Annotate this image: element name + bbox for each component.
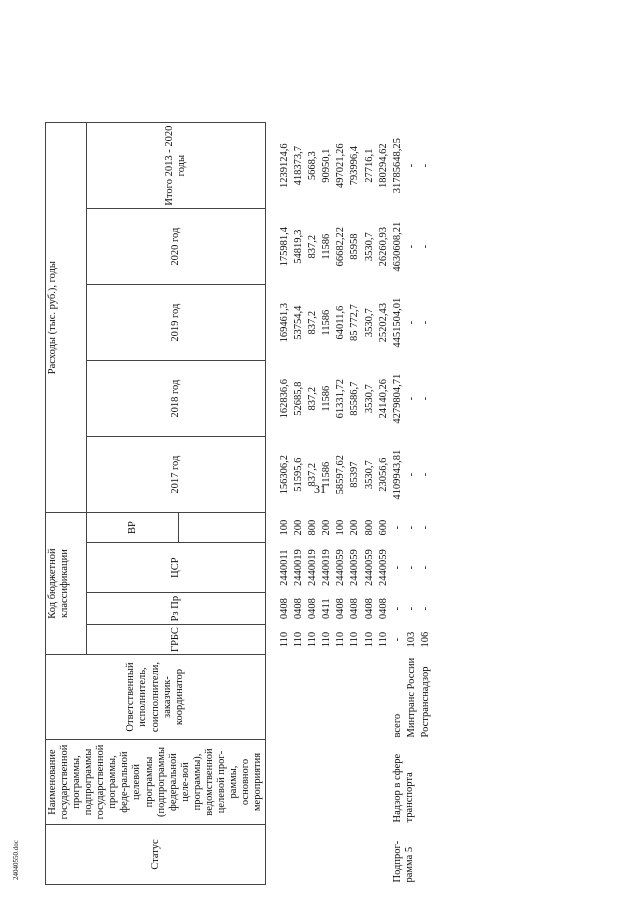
cell-2019: 25202,43 — [377, 302, 389, 343]
cell-rzpr: 0408 — [307, 598, 319, 620]
cell-grbs: 110 — [363, 631, 375, 648]
cell-responsible: Минтранс России — [405, 657, 417, 738]
cell-2020: 11586 — [321, 233, 333, 260]
cell-2020: 4630608,21 — [391, 221, 403, 272]
page-number: 31 — [314, 482, 326, 496]
cell-2019: 3530,7 — [363, 308, 375, 338]
cell-2020: 54819,3 — [293, 229, 305, 264]
cell-rzpr: 0408 — [377, 598, 389, 620]
cell-csr: - — [391, 565, 403, 570]
table-row — [292, 123, 306, 885]
header-year-2019: 2019 год — [87, 285, 266, 361]
table-row — [320, 123, 334, 885]
cell-total: 1239124,6 — [279, 143, 291, 188]
header-status: Статус — [46, 825, 266, 885]
cell-2020: 3530,7 — [363, 232, 375, 262]
cell-csr: 2440059 — [349, 549, 361, 586]
cell-vr: 800 — [363, 519, 375, 536]
cell-grbs: 110 — [335, 631, 347, 648]
cell-2018: 85586,7 — [349, 381, 361, 416]
cell-2017: 85397 — [349, 461, 361, 488]
cell-2019: 837,2 — [307, 310, 319, 335]
cell-rzpr: - — [391, 606, 403, 611]
cell-rzpr: 0408 — [363, 598, 375, 620]
cell-total: 497021,26 — [335, 143, 347, 188]
cell-2020: 66682,22 — [335, 226, 347, 267]
cell-2020: - — [405, 244, 417, 249]
budget-table — [45, 122, 433, 885]
table-header — [46, 123, 266, 885]
cell-csr: 2440011 — [279, 549, 291, 586]
cell-2018: - — [419, 396, 431, 401]
table-row — [391, 123, 405, 885]
cell-2018: 52685,8 — [293, 381, 305, 416]
cell-grbs: 110 — [279, 631, 291, 648]
cell-2020: 837,2 — [307, 234, 319, 259]
cell-2019: 169461,3 — [279, 302, 291, 343]
cell-2017: - — [419, 472, 431, 477]
cell-csr: - — [405, 565, 417, 570]
header-responsible: Ответственный исполнитель, соисполнители, заказчик-координатор — [46, 655, 266, 740]
cell-grbs: - — [391, 637, 403, 642]
cell-vr: 600 — [377, 519, 389, 536]
cell-grbs: 110 — [377, 631, 389, 648]
cell-2017: 837,2 — [307, 462, 319, 487]
document-id: 24040550.doc — [12, 840, 20, 880]
cell-vr: 200 — [349, 519, 361, 536]
header-budget-code: Код бюджетной классификации — [46, 513, 87, 655]
cell-vr: 100 — [335, 519, 347, 536]
cell-vr: - — [419, 525, 431, 530]
table-row — [348, 123, 362, 885]
cell-rzpr: - — [405, 606, 417, 611]
cell-2018: 837,2 — [307, 386, 319, 411]
table-row — [278, 123, 292, 885]
cell-2019: - — [405, 320, 417, 325]
table-row — [334, 123, 348, 885]
cell-2018: 3530,7 — [363, 384, 375, 414]
header-rzpr: Рз Пр — [87, 593, 266, 625]
cell-rzpr: 0411 — [321, 598, 333, 619]
header-total: Итого 2013 - 2020 годы — [87, 123, 266, 209]
cell-2020: - — [419, 244, 431, 249]
cell-grbs: 110 — [293, 631, 305, 648]
cell-2017: 11586 — [321, 461, 333, 488]
cell-rzpr: 0408 — [335, 598, 347, 620]
cell-2018: 24140,26 — [377, 378, 389, 419]
cell-2018: 4279804,71 — [391, 373, 403, 424]
cell-csr: 2440019 — [293, 549, 305, 586]
header-year-2017: 2017 год — [87, 437, 266, 513]
subprogram-name: Надзор в сфере транспорта — [391, 753, 415, 823]
cell-2017: 3530,7 — [363, 460, 375, 490]
header-year-2020: 2020 год — [87, 209, 266, 285]
cell-csr: 2440019 — [307, 549, 319, 586]
cell-total: 793996,4 — [349, 145, 361, 186]
cell-grbs: 110 — [321, 631, 333, 648]
cell-vr: - — [391, 525, 403, 530]
cell-2019: 85 772,7 — [349, 304, 361, 341]
cell-2018: - — [405, 396, 417, 401]
cell-rzpr: 0408 — [279, 598, 291, 620]
cell-2017: 156306,2 — [279, 454, 291, 495]
cell-csr: 2440059 — [335, 549, 347, 586]
cell-2017: 58597,62 — [335, 454, 347, 495]
header-name: Наименование государственной программы, подпрограммы государственной программы, феде-ральной целевой программы (подпрограммы федеральной целе-вой программы), ведомственной целевой прог-раммы, основного мероприятия — [46, 740, 266, 825]
table-row — [377, 123, 391, 885]
header-expenses: Расходы (тыс. руб.), годы — [46, 123, 87, 513]
cell-total: - — [405, 163, 417, 168]
cell-2017: 4109943,81 — [391, 449, 403, 500]
cell-grbs: 110 — [307, 631, 319, 648]
cell-total: 5668,3 — [307, 151, 319, 181]
cell-2018: 61331,72 — [335, 378, 347, 419]
cell-rzpr: 0408 — [349, 598, 361, 620]
cell-total: 180294,62 — [377, 143, 389, 188]
header-vr-spacer — [179, 513, 266, 543]
header-csr: ЦСР — [87, 543, 266, 593]
cell-csr: - — [419, 565, 431, 570]
cell-grbs: 103 — [405, 631, 417, 648]
cell-csr: 2440059 — [363, 549, 375, 586]
table-body — [266, 123, 433, 885]
cell-total: 418373,7 — [293, 145, 305, 186]
cell-2019: 53754,4 — [293, 305, 305, 340]
cell-responsible: Ространснадзор — [419, 666, 431, 738]
cell-2017: 51595,6 — [293, 457, 305, 492]
cell-2018: 11586 — [321, 385, 333, 412]
rotated-page-content — [45, 45, 605, 885]
cell-2020: 85958 — [349, 233, 361, 260]
header-grbs: ГРБС — [87, 625, 266, 655]
cell-csr: 2440059 — [377, 549, 389, 586]
cell-2019: 4451504,01 — [391, 297, 403, 348]
cell-grbs: 106 — [419, 631, 431, 648]
cell-2017: 23056,6 — [377, 457, 389, 492]
cell-total: 27716,1 — [363, 148, 375, 183]
table-row — [306, 123, 320, 885]
cell-2019: 11586 — [321, 309, 333, 336]
subprogram-status: Подпрог-рамма 5 — [391, 840, 415, 883]
cell-vr: 800 — [307, 519, 319, 536]
cell-2019: 64011,6 — [335, 305, 347, 340]
cell-rzpr: - — [419, 606, 431, 611]
header-year-2018: 2018 год — [87, 361, 266, 437]
cell-2020: 26260,93 — [377, 226, 389, 267]
cell-vr: - — [405, 525, 417, 530]
table-row — [363, 123, 377, 885]
cell-vr: 200 — [321, 519, 333, 536]
cell-2019: - — [419, 320, 431, 325]
cell-csr: 2440019 — [321, 549, 333, 586]
cell-vr: 100 — [279, 519, 291, 536]
cell-2018: 162836,6 — [279, 378, 291, 419]
cell-vr: 200 — [293, 519, 305, 536]
cell-total: 31785648,25 — [391, 138, 403, 194]
cell-2017: - — [405, 472, 417, 477]
cell-grbs: 110 — [349, 631, 361, 648]
cell-rzpr: 0408 — [293, 598, 305, 620]
table-spacer — [266, 123, 279, 885]
cell-total: 90950,1 — [321, 148, 333, 183]
cell-responsible: всего — [391, 713, 403, 738]
header-vr: ВР — [87, 513, 179, 543]
cell-2020: 175981,4 — [279, 226, 291, 267]
cell-total: - — [419, 163, 431, 168]
